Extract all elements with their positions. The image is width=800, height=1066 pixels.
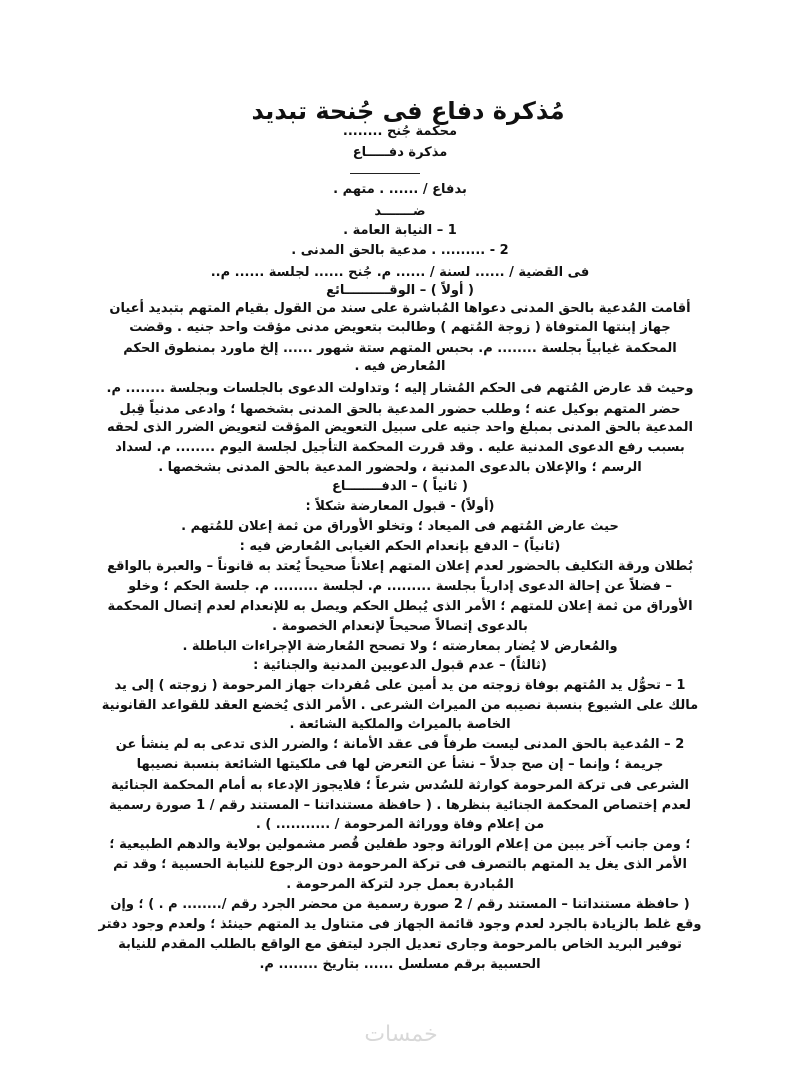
defense-line: لعدم إختصاص المحكمة الجنائية بنظرها . ( حافظة مستنداتنا – المستند رقم / 1 صورة رسمية: [109, 798, 691, 813]
facts-line: المدعية بالحق المدنى بمبلغ واحد جنيه على سبيل التعويض المؤقت لتعويض الضرر الذى لحقه: [107, 420, 693, 435]
defense-point-heading: (أولاً) - قبول المعارضة شكلاً :: [305, 499, 495, 514]
defense-line: حيث عارض المُتهم فى الميعاد ؛ وتخلو الأوراق من ثمة إعلان للمُتهم .: [181, 519, 619, 534]
defense-line: 1 – تحوُّل يد المُتهم بوفاة زوجته من يد أمين على مُفردات جهاز المرحومة ( زوجته ) إلى يد: [114, 678, 686, 693]
court-line: محكمة جُنح ........: [342, 124, 458, 139]
defense-line: ؛ ومن جانب آخر يبين من إعلام الوراثة وجود طفلين قُصر مشمولين بولاية والدهم الطبيعية ؛: [109, 837, 691, 852]
defense-line: مالك على الشيوع بنسبة نصيبه من الميراث الشرعى . الأمر الذى يُخضع العقد للقواعد القانونية: [101, 698, 699, 713]
defense-line: جريمة ؛ وإنما – إن صح جدلاً – نشأ عن التعرض لها فى ملكيتها الشائعة بنسبة نصيبها: [136, 757, 664, 772]
facts-line: المُعارض فيه .: [354, 359, 446, 374]
defense-line: الأوراق من ثمة إعلان للمتهم ؛ الأمر الذى يُبطل الحكم ويصل به للإنعدام لعدم إتصال المحكمة: [107, 599, 693, 614]
facts-line: بسبب رفع الدعوى المدنية عليه . وقد قررت المحكمة التأجيل لجلسة اليوم ........ م. لسداد: [115, 440, 685, 455]
defense-line: توفير البريد الخاص بالمرحومة وجارى تعديل الجرد ليتفق مع الواقع بالطلب المقدم للنيابة: [118, 937, 682, 952]
facts-line: حضر المتهم بوكيل عنه ؛ وطلب حضور المدعية بالحق المدنى بشخصها ؛ وادعى مدنياً قِبل: [119, 402, 681, 417]
defense-line: بالدعوى إتصالاً صحيحاً لإنعدام الخصومة .: [272, 619, 528, 634]
section-defense-heading: ( ثانياً ) – الدفــــــــاع: [332, 479, 468, 494]
memo-label: مذكرة دفـــــاع: [352, 145, 448, 160]
case-line: فى القضية / ...... لسنة / ...... م. جُنح ...... لجلسة ...... م..: [210, 265, 590, 280]
defense-line: المُبادرة بعمل جرد لتركة المرحومة .: [286, 877, 514, 892]
defense-line: الشرعى فى تركة المرحومة كوارثة للسُدس شرعاً ؛ فلايجوز الإدعاء به أمام المحكمة الجنائية: [110, 778, 689, 793]
defense-line: من إعلام وفاة ووراثة المرحومة / ........... ) .: [255, 817, 545, 832]
defense-line: الأمر الذى يغل يد المتهم بالتصرف فى تركة المرحومة دون الرجوع للنيابة الحسبية ؛ وقد تم: [113, 857, 687, 872]
document-title: مُذكرة دفاع فى جُنحة تبديد: [251, 97, 565, 125]
defense-line: بُطلان ورقة التكليف بالحضور لعدم إعلان المتهم إعلاناً صحيحاً يُعتد به قانوناً – والعبرة بالواقع: [107, 559, 693, 574]
party-one: 1 – النيابة العامة .: [343, 223, 457, 238]
party-two: 2 - ......... . مدعية بالحق المدنى .: [291, 243, 509, 258]
facts-line: جهاز إبنتها المتوفاة ( زوجة المُتهم ) وطالبت بتعويض مدنى مؤقت واحد جنيه . وقضت: [129, 320, 671, 335]
defense-line: الحسبية برقم مسلسل ...... بتاريخ ........ م.: [259, 957, 541, 972]
defense-for-line: بدفاع / ...... . متهم .: [333, 182, 467, 197]
defense-line: وقع غلط بالزيادة بالجرد لعدم وجود قائمة الجهاز فى متناول يد المتهم حينئذ ؛ ولعدم وجود دفتر: [98, 917, 702, 932]
defense-line: ( حافظة مستنداتنا – المستند رقم / 2 صورة رسمية من محضر الجرد رقم /........ م . ) ؛ وإن: [110, 897, 690, 912]
defense-line: – فضلاً عن إحالة الدعوى إدارياً بجلسة ......... م. لجلسة ......... م. جلسة الحكم ؛ وخلو: [128, 579, 672, 594]
facts-line: المحكمة غيابياً بجلسة ........ م. بحبس المتهم ستة شهور ...... إلخ ماورد بمنطوق الحكم: [123, 341, 677, 356]
defense-point-heading: (ثالثاً) – عدم قبول الدعويين المدنية والجنائية :: [253, 658, 547, 673]
section-facts-heading: ( أولاً ) – الوقــــــــــائع: [326, 283, 474, 298]
facts-line: أقامت المُدعية بالحق المدنى دعواها المُباشرة على سند من القول بقيام المتهم بتبديد أعيان: [109, 301, 691, 316]
defense-line: 2 – المُدعية بالحق المدنى ليست طرفاً فى عقد الأمانة ؛ والضرر الذى تدعى به لم ينشأ عن: [115, 737, 685, 752]
defense-line: والمُعارض لا يُضار بمعارضته ؛ ولا تصحح المُعارضة الإجراءات الباطلة .: [182, 639, 618, 654]
defense-line: [0, 975, 800, 993]
facts-line: الرسم ؛ والإعلان بالدعوى المدنية ، ولحضور المدعية بالحق المدنى بشخصها .: [158, 460, 642, 475]
against-label: ضـــــــد: [374, 204, 426, 219]
watermark-logo: خمسات: [364, 1022, 438, 1047]
defense-point-heading: (ثانياً) – الدفع بإنعدام الحكم الغيابى المُعارض فيه :: [239, 539, 561, 554]
defense-line: الخاصة بالميراث والملكية الشائعة .: [289, 717, 511, 732]
facts-line: وحيث قد عارض المُتهم فى الحكم المُشار إليه ؛ وتداولت الدعوى بالجلسات وبجلسة ........ م.: [106, 381, 694, 396]
divider-line: [350, 173, 420, 174]
